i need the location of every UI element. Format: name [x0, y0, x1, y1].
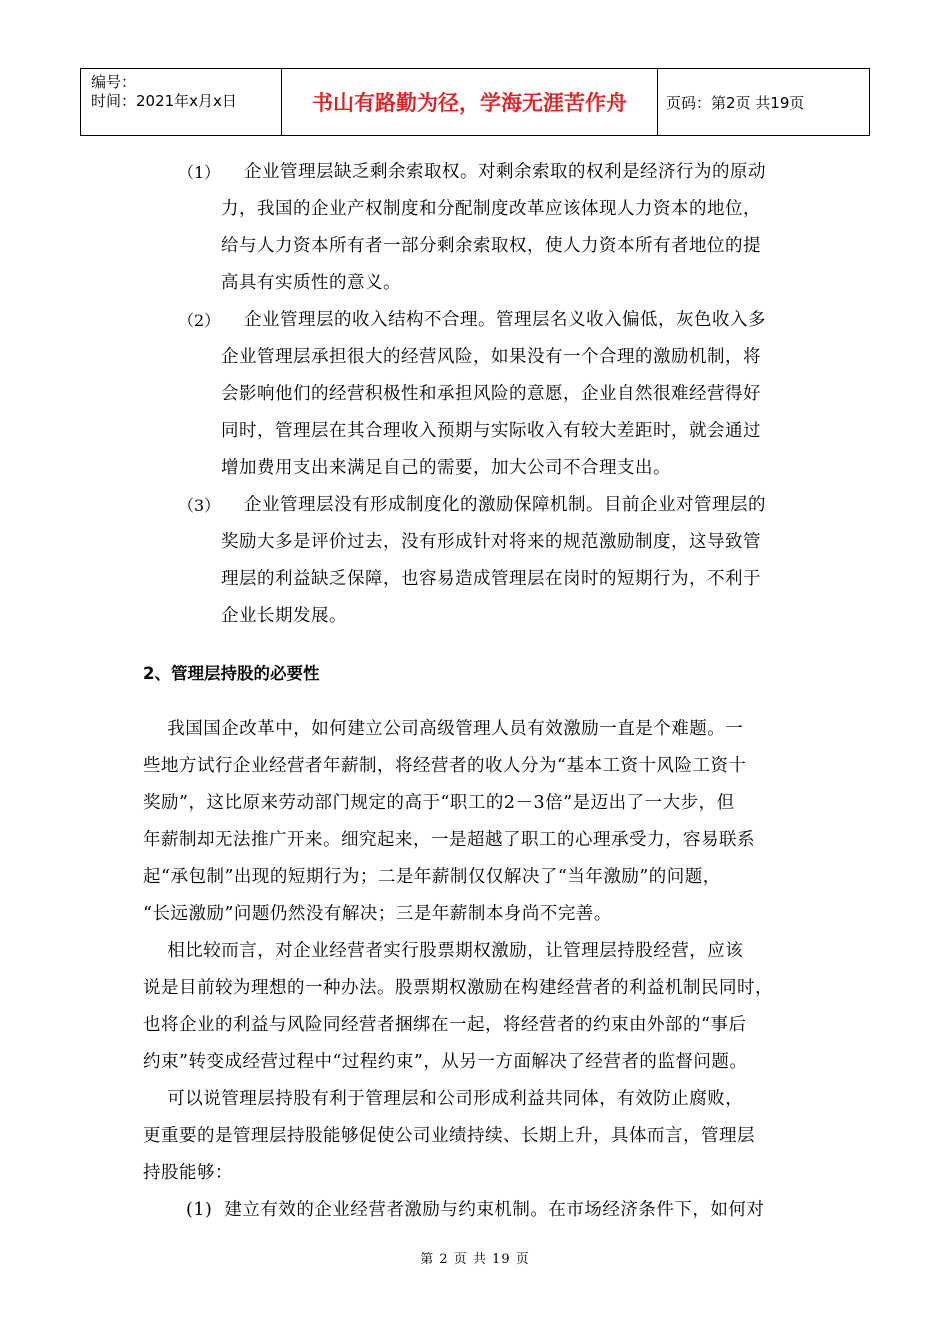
paragraph-1-line-4: 年薪制却无法推广开来。细究起来，一是超越了职工的心理承受力，容易联系 — [143, 830, 755, 850]
item-1-line-2: 力，我国的企业产权制度和分配制度改革应该体现人力资本的地位， — [221, 199, 761, 219]
item-1-marker: （1） — [178, 163, 221, 182]
paragraph-2-line-1: 相比较而言，对企业经营者实行股票期权激励，让管理层持股经营，应该 — [143, 941, 744, 961]
item-2-line-2: 企业管理层承担很大的经营风险，如果没有一个合理的激励机制，将 — [221, 347, 761, 367]
item-3-line-2: 奖励大多是评价过去，没有形成针对将来的规范激励制度，这导致管 — [221, 532, 761, 552]
page-footer: 第 2 页 共 19 页 — [420, 1252, 530, 1267]
document-date: 时间：2021年x月x日 — [91, 92, 237, 110]
item-2-line-4: 同时，管理层在其合理收入预期与实际收入有较大差距时，就会通过 — [221, 421, 761, 441]
paragraph-3-line-3: 持股能够： — [143, 1163, 233, 1183]
item-1-line-1: 企业管理层缺乏剩余索取权。对剩余索取的权利是经济行为的原动 — [244, 162, 766, 182]
header-page-info: 页码：第2页 共19页 — [666, 93, 805, 112]
document-number-label: 编号： — [91, 73, 137, 91]
paragraph-1-line-3: 奖励”，这比原来劳动部门规定的高于“职工的2－3倍”是迈出了一大步，但 — [143, 793, 735, 813]
item-2-line-3: 会影响他们的经营积极性和承担风险的意愿，企业自然很难经营得好 — [221, 384, 761, 404]
item-3-line-3: 理层的利益缺乏保障，也容易造成管理层在岗时的短期行为，不利于 — [221, 569, 761, 589]
paragraph-1-line-2: 些地方试行企业经营者年薪制，将经营者的收人分为“基本工资十风险工资十 — [143, 756, 747, 776]
item-3-marker: （3） — [178, 496, 221, 515]
item-3-line-4: 企业长期发展。 — [221, 606, 347, 626]
item-3-line-1: 企业管理层没有形成制度化的激励保障机制。目前企业对管理层的 — [244, 495, 766, 515]
item-1-line-4: 高具有实质性的意义。 — [221, 273, 401, 293]
header-meta — [81, 69, 282, 135]
paragraph-2-line-4: 约束”转变成经营过程中“过程约束”，从另一方面解决了经营者的监督问题。 — [143, 1052, 748, 1072]
header-motto: 书山有路勤为径，学海无涯苦作舟 — [282, 69, 658, 135]
paragraph-1-line-6: “长远激励”问题仍然没有解决；三是年薪制本身尚不完善。 — [143, 904, 612, 924]
paragraph-3-line-2: 更重要的是管理层持股能够促使公司业绩持续、长期上升，具体而言，管理层 — [143, 1126, 755, 1146]
paragraph-1-line-1: 我国国企改革中，如何建立公司高级管理人员有效激励一直是个难题。一 — [143, 719, 744, 739]
item-1-line-3: 给与人力资本所有者一部分剩余索取权，使人力资本所有者地位的提 — [221, 236, 761, 256]
item-2-line-1: 企业管理层的收入结构不合理。管理层名义收入偏低，灰色收入多 — [244, 310, 766, 330]
list-item-1-line-1: (1) 建立有效的企业经营者激励与约束机制。在市场经济条件下，如何对 — [186, 1200, 765, 1220]
item-2-marker: （2） — [178, 311, 221, 330]
section-heading: 2、管理层持股的必要性 — [143, 664, 320, 683]
item-2-line-5: 增加费用支出来满足自己的需要，加大公司不合理支出。 — [221, 458, 671, 478]
paragraph-1-line-5: 起“承包制”出现的短期行为；二是年薪制仅仅解决了“当年激励”的问题， — [143, 867, 721, 887]
paragraph-2-line-2: 说是目前较为理想的一种办法。股票期权激励在构建经营者的利益机制民同时， — [143, 978, 773, 998]
paragraph-2-line-3: 也将企业的利益与风险同经营者捆绑在一起，将经营者的约束由外部的“事后 — [143, 1015, 747, 1035]
page-header — [80, 68, 870, 136]
paragraph-3-line-1: 可以说管理层持股有利于管理层和公司形成利益共同体，有效防止腐败， — [143, 1089, 744, 1109]
